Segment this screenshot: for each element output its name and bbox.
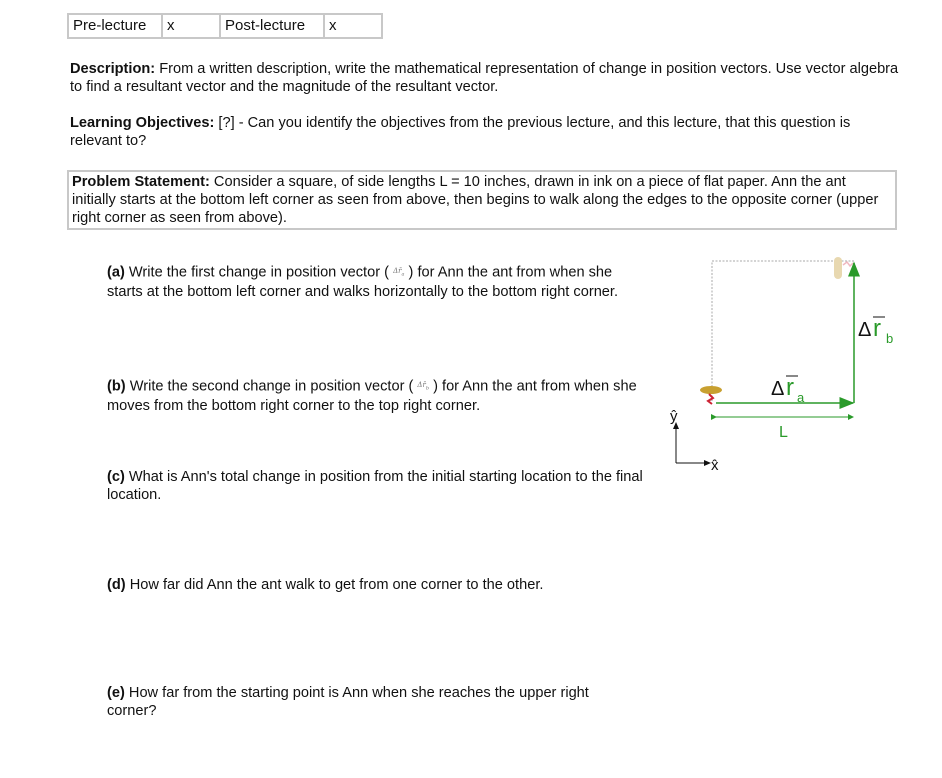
ant-start-icon bbox=[700, 386, 722, 394]
question-text: How far from the starting point is Ann when she reaches the upper right corner? bbox=[107, 685, 589, 719]
objectives-text: [?] - Can you identify the objectives from the previous lecture, and this lecture, that this question is relevant to? bbox=[70, 115, 851, 149]
problem-text-after: drawn in ink on a piece of flat paper. Ann the ant initially starts at the bottom left corner as seen from above, then begins to walk along the edges to the opposite corner (upper right corner as seen from above). bbox=[72, 174, 879, 226]
learning-objectives bbox=[70, 114, 900, 150]
question-a bbox=[107, 262, 647, 301]
problem-text-before: Consider a square, of side lengths bbox=[213, 174, 436, 190]
question-c bbox=[107, 468, 652, 504]
question-text: ) for Ann the ant from when she starts at the bottom left corner and walks horizontally to the bottom right corner. bbox=[107, 264, 619, 301]
question-text: ) for Ann the ant from when she moves from the bottom right corner to the top right corner. bbox=[107, 378, 637, 415]
tab-pre-lecture-close[interactable]: x bbox=[163, 15, 221, 37]
vector-a-sub: a bbox=[797, 390, 805, 405]
vector-b-sub: b bbox=[886, 331, 894, 346]
vector-diagram bbox=[660, 245, 920, 485]
question-text: What is Ann's total change in position from the initial starting location to the final location. bbox=[107, 469, 643, 503]
vector-b-delta: Δ bbox=[858, 319, 872, 341]
tab-post-lecture-close[interactable]: x bbox=[329, 17, 337, 34]
question-tag: (a) bbox=[107, 264, 125, 281]
description bbox=[70, 60, 900, 96]
question-tag: (c) bbox=[107, 469, 125, 485]
question-text: Write the second change in position vector ( bbox=[129, 378, 414, 395]
question-tag: (b) bbox=[107, 378, 126, 395]
vector-a-r: r bbox=[786, 374, 794, 401]
question-tag: (d) bbox=[107, 577, 126, 593]
question-b bbox=[107, 376, 652, 415]
question-e bbox=[107, 684, 637, 720]
question-text: How far did Ann the ant walk to get from one corner to the other. bbox=[129, 577, 544, 593]
problem-statement bbox=[67, 170, 897, 230]
problem-length: L = 10 inches, bbox=[439, 174, 531, 190]
vector-b-r: r bbox=[873, 315, 881, 342]
question-d bbox=[107, 576, 667, 594]
description-text: From a written description, write the mathematical representation of change in position vectors. Use vector algebra to find a resultant vector and the magnitude of the resultant vector. bbox=[70, 61, 899, 95]
ant-end-icon bbox=[834, 257, 842, 279]
delta-r-b-symbol: $\Delta r̄_b$ bbox=[417, 381, 430, 392]
description-label: Description: bbox=[70, 61, 156, 77]
tab-pre-lecture[interactable]: Pre-lecture bbox=[69, 15, 163, 37]
x-axis-label: x̂ bbox=[711, 457, 719, 474]
question-tag: (e) bbox=[107, 685, 125, 701]
tab-post-lecture[interactable]: Post-lecture bbox=[221, 15, 325, 37]
y-axis-label: ŷ bbox=[670, 408, 678, 425]
delta-r-a-symbol: $\Delta r̄_a$ bbox=[393, 267, 405, 278]
objectives-label: Learning Objectives: bbox=[70, 115, 215, 131]
question-text: Write the first change in position vector ( bbox=[128, 264, 390, 281]
length-label: L bbox=[779, 424, 788, 441]
lecture-tabs bbox=[67, 13, 383, 39]
problem-label: Problem Statement: bbox=[72, 174, 210, 190]
vector-a-delta: Δ bbox=[771, 378, 785, 400]
